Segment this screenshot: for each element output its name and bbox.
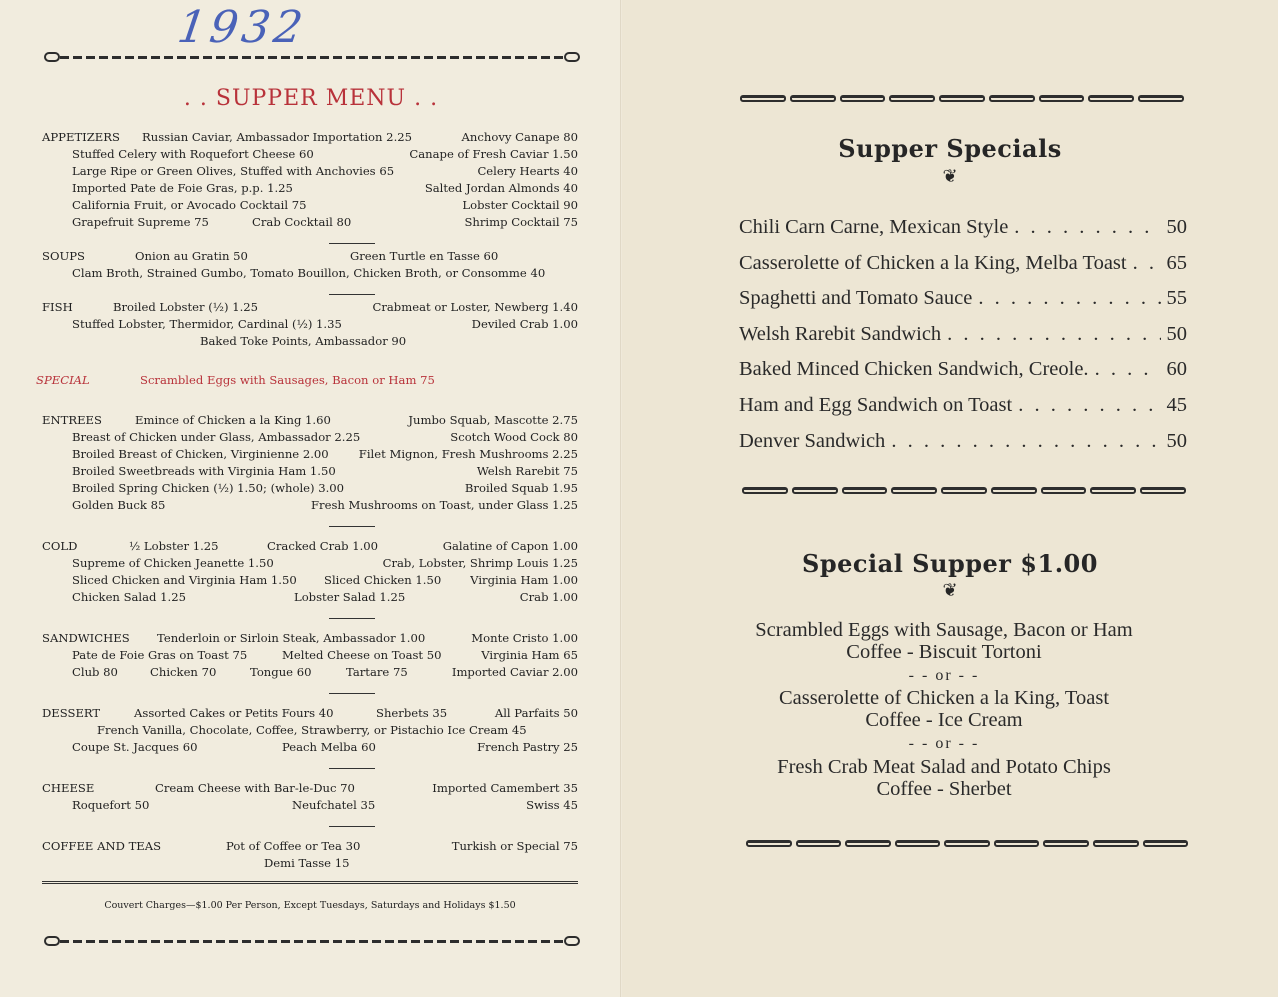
- special-item: Casserolette of Chicken a la King, Melba Toast . . . 65: [739, 252, 1187, 282]
- section-divider: [329, 294, 375, 295]
- section-divider: [329, 243, 375, 244]
- menu-line: Broiled Breast of Chicken, Virginienne 2.00 Filet Mignon, Fresh Mushrooms 2.25: [72, 447, 578, 461]
- section-divider: [329, 693, 375, 694]
- menu-line: FISH Broiled Lobster (½) 1.25 Crabmeat or Loster, Newberg 1.40: [42, 300, 578, 314]
- special-item: Baked Minced Chicken Sandwich, Creole. . . . 60: [739, 358, 1187, 388]
- bottom-ornament-rule: [44, 936, 580, 946]
- special-supper-line: Coffee - Sherbet: [876, 778, 1012, 800]
- section-divider: [329, 768, 375, 769]
- menu-line: Baked Toke Points, Ambassador 90: [200, 334, 407, 348]
- floral-heart-icon: ❦: [942, 166, 958, 187]
- menu-line: Clam Broth, Strained Gumbo, Tomato Bouillon, Chicken Broth, or Consomme 40: [72, 266, 546, 280]
- menu-line: Broiled Spring Chicken (½) 1.50; (whole) 3.00 Broiled Squab 1.95: [72, 481, 578, 495]
- menu-line: Golden Buck 85 Fresh Mushrooms on Toast, under Glass 1.25: [72, 498, 578, 512]
- menu-line: Chicken Salad 1.25 Lobster Salad 1.25 Crab 1.00: [72, 590, 578, 604]
- supper-menu-title: . . SUPPER MENU . .: [183, 86, 439, 111]
- floral-heart-icon: ❦: [942, 580, 958, 601]
- section-divider: [329, 618, 375, 619]
- special-supper-line: Scrambled Eggs with Sausage, Bacon or Ham: [755, 619, 1133, 641]
- double-rule: [42, 881, 578, 884]
- couvert-charges-note: Couvert Charges—$1.00 Per Person, Except Tuesdays, Saturdays and Holidays $1.50: [104, 900, 516, 911]
- menu-line: COLD ½ Lobster 1.25 Cracked Crab 1.00 Galatine of Capon 1.00: [42, 539, 578, 553]
- menu-line: ENTREES Emince of Chicken a la King 1.60 Jumbo Squab, Mascotte 2.75: [42, 413, 578, 427]
- menu-line: French Vanilla, Chocolate, Coffee, Strawberry, or Pistachio Ice Cream 45: [97, 723, 527, 737]
- special-supper-line: Coffee - Ice Cream: [865, 709, 1023, 731]
- special-line: SPECIAL Scrambled Eggs with Sausages, Bacon or Ham 75: [36, 373, 435, 387]
- special-item: Spaghetti and Tomato Sauce . . . 55: [739, 287, 1187, 317]
- left-page: [0, 0, 622, 997]
- menu-line: Club 80 Chicken 70 Tongue 60 Tartare 75 Imported Caviar 2.00: [72, 665, 578, 679]
- special-item: Chili Carn Carne, Mexican Style . . . 50: [739, 216, 1187, 246]
- right-page: [622, 0, 1278, 997]
- menu-line: Broiled Sweetbreads with Virginia Ham 1.50 Welsh Rarebit 75: [72, 464, 578, 478]
- menu-line: Large Ripe or Green Olives, Stuffed with Anchovies 65 Celery Hearts 40: [72, 164, 578, 178]
- menu-line: Imported Pate de Foie Gras, p.p. 1.25 Salted Jordan Almonds 40: [72, 181, 578, 195]
- section-divider: [329, 526, 375, 527]
- special-supper-title: Special Supper $1.00: [802, 549, 1098, 578]
- chain-ornament-bottom: [746, 840, 1188, 847]
- top-ornament-rule: [44, 52, 580, 62]
- menu-line: Stuffed Lobster, Thermidor, Cardinal (½) 1.35 Deviled Crab 1.00: [72, 317, 578, 331]
- supper-specials-title: Supper Specials: [838, 134, 1062, 163]
- menu-line: Coupe St. Jacques 60 Peach Melba 60 French Pastry 25: [72, 740, 578, 754]
- menu-line: Supreme of Chicken Jeanette 1.50 Crab, Lobster, Shrimp Louis 1.25: [72, 556, 578, 570]
- menu-line: Sliced Chicken and Virginia Ham 1.50 Sliced Chicken 1.50 Virginia Ham 1.00: [72, 573, 578, 587]
- menu-line: Pate de Foie Gras on Toast 75 Melted Cheese on Toast 50 Virginia Ham 65: [72, 648, 578, 662]
- menu-line: Breast of Chicken under Glass, Ambassador 2.25 Scotch Wood Cock 80: [72, 430, 578, 444]
- special-supper-line: Coffee - Biscuit Tortoni: [846, 641, 1042, 663]
- chain-ornament-top: [740, 95, 1184, 102]
- handwritten-year: 1932: [174, 2, 310, 53]
- menu-line: SANDWICHES Tenderloin or Sirloin Steak, Ambassador 1.00 Monte Cristo 1.00: [42, 631, 578, 645]
- menu-line: COFFEE AND TEAS Pot of Coffee or Tea 30 Turkish or Special 75: [42, 839, 578, 853]
- special-item: Welsh Rarebit Sandwich . . . 50: [739, 323, 1187, 353]
- menu-line: Demi Tasse 15: [264, 856, 350, 870]
- special-supper-line: Fresh Crab Meat Salad and Potato Chips: [777, 756, 1111, 778]
- chain-ornament-middle: [742, 487, 1186, 494]
- menu-line: California Fruit, or Avocado Cocktail 75 Lobster Cocktail 90: [72, 198, 578, 212]
- special-item: Denver Sandwich . . . 50: [739, 430, 1187, 460]
- menu-line: Stuffed Celery with Roquefort Cheese 60 Canape of Fresh Caviar 1.50: [72, 147, 578, 161]
- special-supper-or: - - or - -: [908, 735, 980, 752]
- menu-line: SOUPS Onion au Gratin 50 Green Turtle en Tasse 60: [42, 249, 499, 263]
- menu-line: APPETIZERS Russian Caviar, Ambassador Importation 2.25 Anchovy Canape 80: [42, 130, 578, 144]
- menu-line: Roquefort 50 Neufchatel 35 Swiss 45: [72, 798, 578, 812]
- menu-line: Grapefruit Supreme 75 Crab Cocktail 80 Shrimp Cocktail 75: [72, 215, 578, 229]
- special-supper-line: Casserolette of Chicken a la King, Toast: [778, 687, 1110, 709]
- menu-line: CHEESE Cream Cheese with Bar-le-Duc 70 Imported Camembert 35: [42, 781, 578, 795]
- menu-line: DESSERT Assorted Cakes or Petits Fours 40 Sherbets 35 All Parfaits 50: [42, 706, 578, 720]
- special-supper-or: - - or - -: [908, 667, 980, 684]
- section-divider: [329, 826, 375, 827]
- special-item: Ham and Egg Sandwich on Toast . . . 45: [739, 394, 1187, 424]
